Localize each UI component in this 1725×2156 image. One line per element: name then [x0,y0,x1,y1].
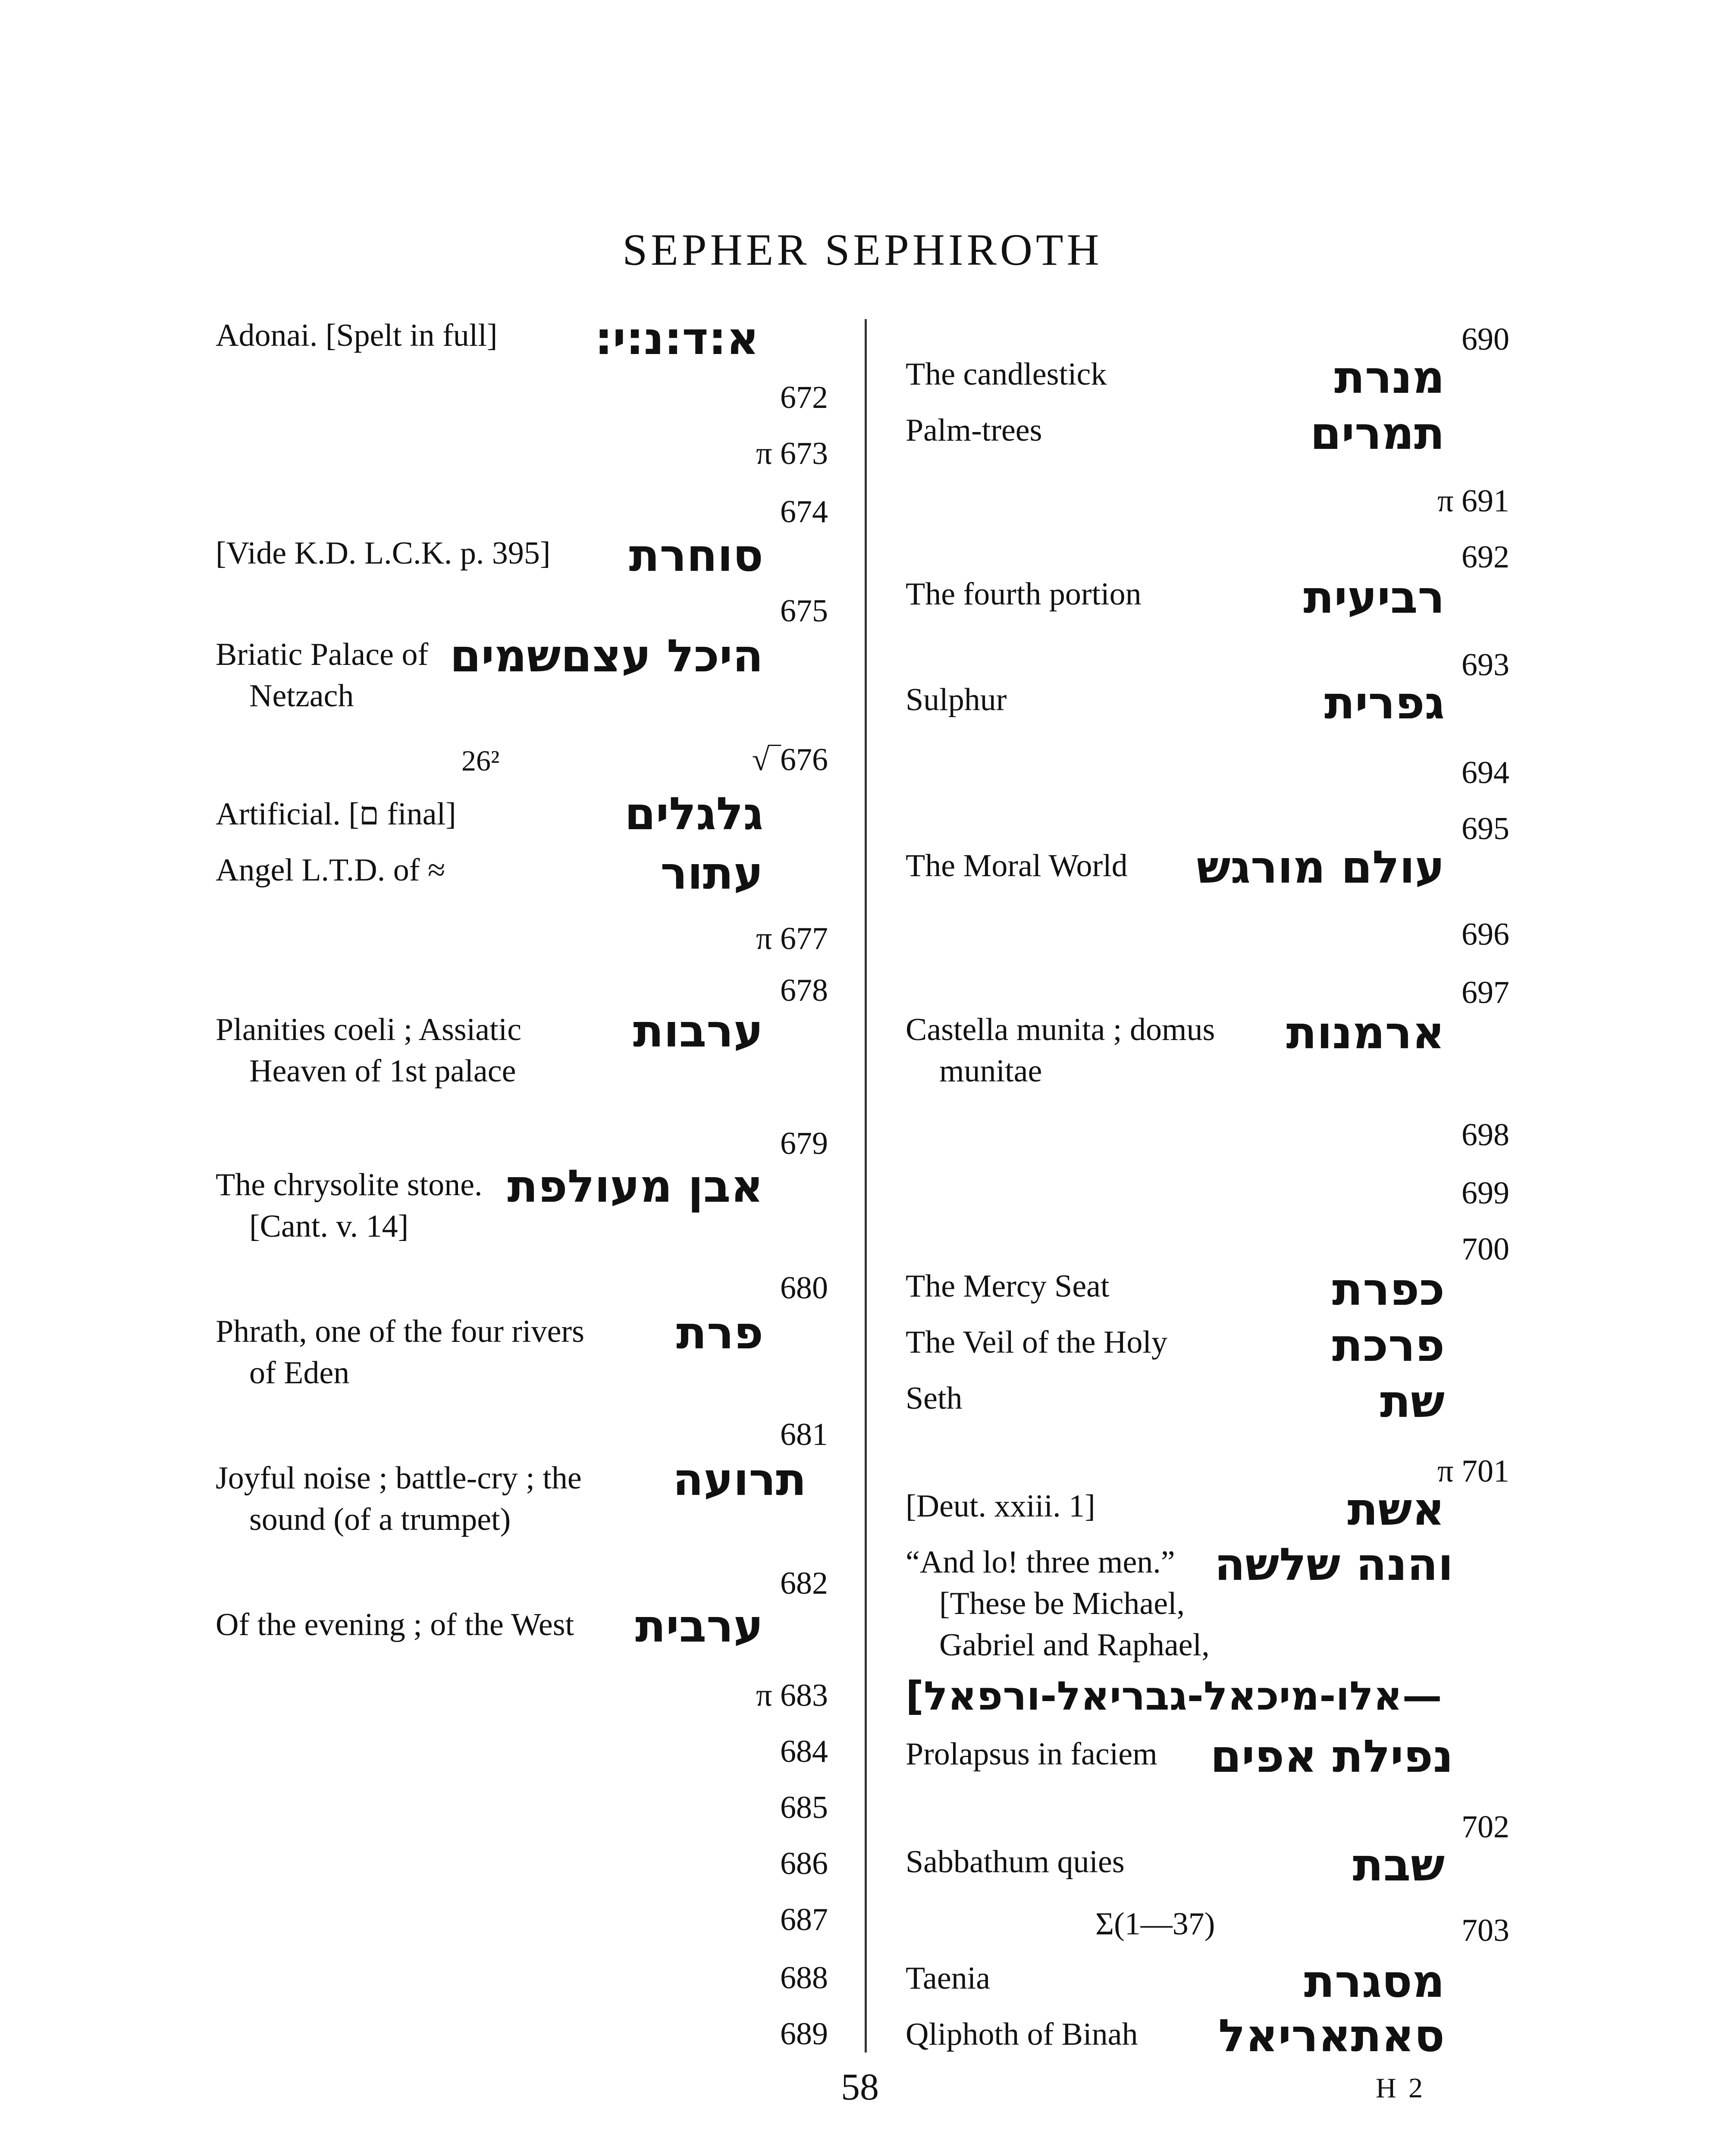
entry-line: “And lo! three men.” [906,1545,1175,1580]
page-title: SEPHER SEPHIROTH [622,225,1103,275]
hebrew-word: סוחרת [629,529,763,582]
gematria-number: 694 [1462,755,1509,790]
gematria-number: 696 [1462,917,1509,952]
entry-taenia [906,1955,1509,2008]
entry-text: [Deut. xxiii. 1] [906,1489,1095,1524]
entry-continuation: of Eden [249,1355,350,1391]
entry-veil [906,1319,1509,1372]
gematria-number: 682 [780,1566,828,1601]
gematria-number: 674 [780,494,828,530]
hebrew-word: היכל עצםשמים [450,630,763,682]
hebrew-word: תרועה [672,1453,806,1506]
hebrew-word: א:ד:נ:י: [595,312,759,365]
hebrew-word: אבן מעולפת [507,1160,763,1213]
gematria-number: 693 [1462,647,1509,683]
gematria-number: 695 [1462,811,1509,846]
hebrew-word: רביעית [1303,571,1445,624]
gematria-number: 678 [780,973,828,1008]
entry-text: Taenia [906,1961,991,1996]
gematria-number: 698 [1462,1117,1509,1153]
entry-text: Sabbathum quies [906,1844,1125,1880]
hebrew-word: גלגלים [624,787,763,840]
entry-continuation: Gabriel and Raphael, [939,1627,1210,1663]
square-note: 26² [461,744,500,777]
gematria-number: 684 [780,1734,828,1769]
entry-text [216,1009,521,1092]
entry-text: Qliphoth of Binah [906,2017,1138,2052]
entry-phrath [216,1307,828,1397]
gematria-number: 697 [1462,975,1509,1010]
entry-text: Angel L.T.D. of ≈ [216,852,445,888]
gematria-number: 690 [1462,322,1509,357]
entry-artificial [216,787,828,841]
gematria-number: 700 [1462,1232,1509,1267]
entry-text [216,1457,582,1540]
hebrew-word: עתור [660,847,763,899]
column-divider [865,319,867,2053]
entry-planities [216,1005,828,1095]
hebrew-word: פרכת [1332,1319,1445,1372]
entry-sochereth [216,529,828,582]
entry-joyful-noise [216,1453,828,1544]
entry-line: Castella munita ; domus [906,1012,1215,1047]
entry-palm-trees [906,407,1509,460]
entry-sabbathum [906,1841,1509,1889]
gematria-number: π 701 [1437,1454,1509,1489]
entry-text: The Mercy Seat [906,1269,1110,1304]
hebrew-word: ערבות [633,1005,763,1057]
page-number: 58 [841,2066,879,2108]
entry-qliphoth [906,2009,1509,2062]
entry-continuation: munitae [939,1053,1042,1089]
entry-text: Seth [906,1381,963,1416]
entry-chrysolite [216,1160,828,1250]
entry-sulphur [906,679,1509,727]
gematria-number: 685 [780,1790,828,1825]
hebrew-word: שת [1380,1375,1445,1428]
hebrew-word: נפילת אפים [1210,1730,1453,1783]
entry-castella [906,1006,1509,1095]
gematria-number: π 683 [756,1678,828,1713]
hebrew-word: מסגרת [1304,1955,1445,2008]
gematria-number: 689 [780,2016,828,2052]
gematria-number: 687 [780,1902,828,1937]
hebrew-word: תמרים [1310,407,1445,460]
gematria-number: 703 [1462,1913,1509,1948]
entry-deut [906,1483,1509,1536]
entry-line: Planities coeli ; Assiatic [216,1012,522,1047]
gematria-number: 699 [1462,1175,1509,1211]
entry-mercy-seat [906,1263,1509,1316]
gematria-number: π 673 [756,436,828,471]
gematria-number: 675 [780,593,828,629]
hebrew-angel-names: —אלו-מיכאל-גבריאל-ורפאל] [906,1673,1442,1719]
entry-text: The candlestick [906,357,1107,392]
entry-text [906,1009,1215,1092]
entry-text: Adonai. [Spelt in full] [216,318,498,353]
hebrew-word: ערבית [635,1600,763,1652]
entry-continuation: [Cant. v. 14] [249,1209,409,1244]
entry-continuation: sound (of a trumpet) [249,1502,511,1537]
entry-line: The chrysolite stone. [216,1167,483,1203]
entry-text: Prolapsus in faciem [906,1736,1157,1772]
gematria-number: π 691 [1437,483,1509,519]
gematria-number: 679 [780,1126,828,1161]
gematria-number: √‾676 [752,742,828,777]
entry-text: Sulphur [906,682,1007,718]
hebrew-word: מנרת [1334,351,1445,404]
entry-text [216,1311,584,1394]
hebrew-word: והנה שלשה [1214,1538,1453,1591]
hebrew-word: אשת [1347,1483,1445,1536]
gematria-number: 681 [780,1417,828,1452]
entry-text [216,1164,483,1247]
gematria-number: 672 [780,380,828,415]
sum-note: Σ(1—37) [1095,1906,1215,1942]
entry-line: Joyful noise ; battle-cry ; the [216,1460,582,1496]
entry-adonai [216,312,776,365]
entry-briatic-palace [216,630,828,720]
entry-text [216,634,428,717]
hebrew-word: פרת [676,1307,763,1359]
entry-moral-world [906,841,1509,893]
entry-text: Artificial. [ם final] [216,796,456,832]
entry-continuation: [These be Michael, [939,1586,1185,1621]
hebrew-word: עולם מורגש [1196,841,1445,893]
entry-text: Of the evening ; of the West [216,1607,574,1642]
hebrew-word: סאתאריאל [1218,2009,1445,2062]
signature-mark: H 2 [1376,2072,1426,2104]
entry-three-men [906,1538,1509,1671]
gematria-number: 692 [1462,539,1509,575]
gematria-number: 686 [780,1846,828,1881]
entry-line: Phrath, one of the four rivers [216,1314,584,1349]
entry-text: [Vide K.D. L.C.K. p. 395] [216,536,551,571]
entry-text: The fourth portion [906,577,1142,612]
entry-line: Briatic Palace of [216,637,429,672]
entry-text: The Moral World [906,848,1128,884]
entry-text [906,1542,1210,1666]
entry-text: Palm-trees [906,413,1042,448]
gematria-number: π 677 [756,921,828,956]
gematria-number: 702 [1462,1809,1509,1845]
entry-prolapsus [906,1730,1509,1783]
gematria-number: 688 [780,1960,828,1996]
hebrew-word: גפרית [1324,677,1445,729]
entry-fourth-portion [906,571,1509,624]
hebrew-word: כפרת [1332,1263,1445,1316]
entry-continuation: Heaven of 1st palace [249,1053,516,1089]
entry-text: The Veil of the Holy [906,1325,1167,1360]
gematria-number: 680 [780,1270,828,1306]
hebrew-word: ארמנות [1286,1006,1445,1059]
entry-angel [216,849,828,897]
entry-evening [216,1600,828,1652]
hebrew-word: שבת [1352,1839,1445,1891]
entry-candlestick [906,351,1509,404]
entry-seth [906,1375,1509,1428]
entry-continuation: Netzach [249,678,354,714]
